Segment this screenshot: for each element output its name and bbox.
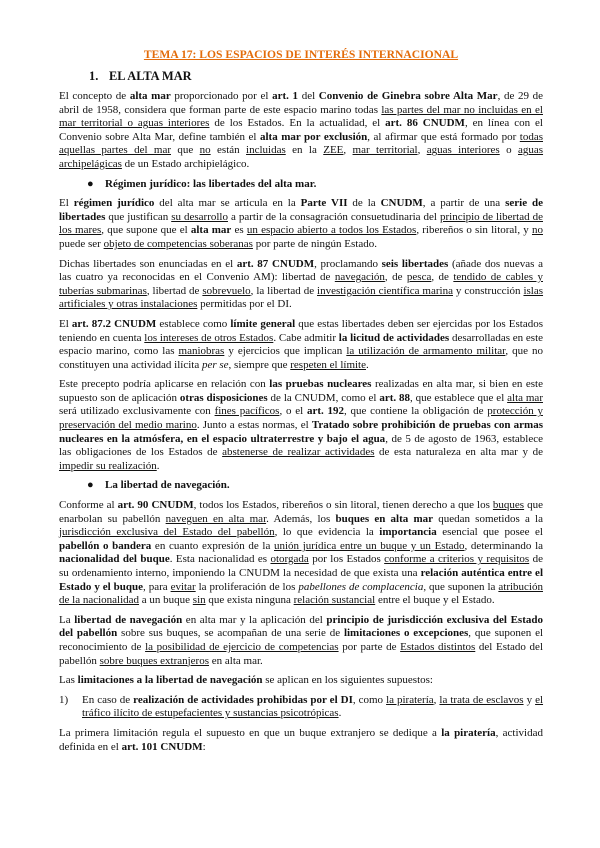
text-run: . Esta nacionalidad es bbox=[169, 553, 271, 566]
text-run: por parte de bbox=[338, 640, 401, 653]
text-run: La bbox=[59, 613, 75, 626]
text-run: El bbox=[59, 317, 72, 330]
underlined-text: la trata de esclavos bbox=[439, 693, 524, 706]
underlined-text: islas artificiales y otras instalaciones bbox=[59, 284, 544, 311]
underlined-text: aguas interiores bbox=[426, 144, 500, 157]
bold-text: art. 101 CNUDM bbox=[121, 740, 203, 753]
section-label: EL ALTA MAR bbox=[109, 69, 192, 83]
underlined-text: los intereses de otros Estados bbox=[144, 331, 274, 344]
text-run: , bbox=[343, 144, 353, 157]
bold-text: CNUDM bbox=[380, 197, 423, 210]
text-run: El concepto de bbox=[59, 90, 130, 102]
bold-text: nacionalidad del buque bbox=[59, 553, 170, 566]
underlined-text: maniobras bbox=[178, 345, 225, 358]
text-run: quedan sometidos a la bbox=[433, 512, 543, 525]
text-run: , ribereños o sin litoral, y bbox=[416, 224, 532, 237]
text-run: de su ordenamiento interno, imponiendo la CNUDM la necesidad de que exista una bbox=[59, 553, 543, 579]
list-item-text bbox=[82, 694, 543, 721]
text-run: entre el buque y el Estado. bbox=[375, 594, 495, 607]
text-run: Dichas libertades son enunciadas en el bbox=[59, 257, 237, 270]
paragraph bbox=[59, 258, 543, 312]
bold-text: principio de jurisdicción exclusiva del Estado del pabellón bbox=[59, 613, 543, 640]
text-run: , como bbox=[352, 693, 387, 706]
underlined-text: objeto de competencias soberanas bbox=[103, 237, 253, 250]
paragraph bbox=[59, 727, 543, 754]
text-run: Conforme al bbox=[59, 499, 118, 512]
bold-text: art. 1 bbox=[272, 90, 299, 102]
bold-text: la licitud de actividades bbox=[338, 331, 450, 344]
text-run: será utilizado exclusivamente con bbox=[59, 405, 215, 418]
underlined-text: mar territorial bbox=[352, 144, 418, 157]
underlined-text: abstenerse de realizar actividades bbox=[222, 446, 375, 459]
text-run: Las bbox=[59, 674, 78, 687]
text-run: de un Estado archipielágico. bbox=[121, 157, 250, 170]
text-run: que estas libertades deben ser ejercidas por los Estados teniendo en cuenta bbox=[59, 317, 544, 344]
bold-text: realización de actividades prohibidas por el DI bbox=[133, 693, 353, 706]
text-run: la proliferación de los bbox=[195, 580, 299, 593]
underlined-text: relación sustancial bbox=[293, 594, 376, 607]
page-title: TEMA 17: LOS ESPACIOS DE INTERÉS INTERNACIONAL bbox=[143, 48, 459, 61]
text-run: por parte de ningún Estado. bbox=[252, 237, 377, 250]
paragraph bbox=[59, 318, 543, 372]
text-run: , determinando la bbox=[464, 539, 544, 552]
text-run: de esta naturaleza en alta mar y de bbox=[374, 446, 544, 459]
underlined-text: atribución de la nacionalidad bbox=[59, 580, 543, 607]
list-item bbox=[59, 694, 543, 721]
text-run: sobre sus buques, se acompañan de una serie de bbox=[117, 627, 344, 640]
text-run: de los Estados. En la actualidad, el bbox=[209, 117, 386, 130]
paragraph bbox=[59, 378, 543, 473]
text-run: , de 5 de agosto de 1963, establece las obligaciones de los Estados de bbox=[59, 432, 543, 459]
text-run: , que contiene la obligación de bbox=[344, 405, 488, 418]
underlined-text: respeten el límite bbox=[290, 358, 366, 371]
text-run: establece como bbox=[156, 317, 231, 330]
text-run: , todos los Estados, ribereños o sin litoral, tienen derecho a que los bbox=[193, 499, 493, 512]
bold-text: art. 88 bbox=[379, 391, 410, 404]
text-run: y ejercicios que implican bbox=[224, 345, 347, 358]
underlined-text: impedir su realización bbox=[59, 459, 157, 472]
text-run: en la bbox=[285, 144, 324, 157]
underlined-text: la utilización de armamento militar bbox=[346, 345, 506, 358]
bullet-icon: ● bbox=[87, 177, 94, 190]
text-run: desarrolladas en este espacio marino, como las bbox=[59, 331, 544, 358]
text-run: a partir de la consagración consuetudinaria del bbox=[227, 210, 440, 223]
text-run: , que suponen la bbox=[423, 580, 499, 593]
text-run: , al afirmar que está formado por bbox=[367, 130, 520, 143]
italic-text: per se bbox=[201, 358, 229, 371]
text-run: están bbox=[210, 144, 247, 157]
text-run: . Además, los bbox=[266, 512, 336, 525]
bullet-heading: ● La libertad de navegación. bbox=[87, 479, 230, 492]
underlined-text: todas aquellas partes del mar bbox=[59, 130, 543, 157]
underlined-text: alta mar bbox=[507, 391, 543, 404]
text-run: , bbox=[417, 144, 427, 157]
underlined-text: principio de libertad de los mares bbox=[59, 210, 543, 237]
bold-text: buques en alta mar bbox=[335, 512, 433, 525]
paragraph bbox=[59, 674, 543, 688]
text-run: , siempre que bbox=[228, 358, 291, 371]
text-run: es bbox=[231, 224, 247, 237]
underlined-text: las partes del mar no incluidas en el mar territorial o aguas interiores bbox=[59, 103, 543, 130]
underlined-text: evitar bbox=[170, 580, 196, 593]
text-run: del alta mar se articula en la bbox=[154, 197, 301, 210]
bullet-heading: ● Régimen jurídico: las libertades del alta mar. bbox=[87, 177, 317, 190]
bold-text: alta mar bbox=[190, 224, 232, 237]
text-run: , que no constituyen una actividad ilícita bbox=[59, 345, 544, 371]
bold-text: alta mar por exclusión bbox=[259, 130, 368, 143]
text-run: y bbox=[523, 693, 536, 706]
underlined-text: un espacio abierto a todos los Estados bbox=[246, 224, 417, 237]
text-run: puede ser bbox=[59, 237, 104, 250]
paragraph bbox=[59, 614, 543, 668]
bold-text: art. 192 bbox=[306, 405, 345, 418]
text-run: se aplican en los siguientes supuestos: bbox=[262, 674, 433, 687]
underlined-text: otorgada bbox=[270, 553, 309, 566]
underlined-text: Estados distintos bbox=[400, 640, 476, 653]
text-run: , de bbox=[384, 271, 407, 284]
text-run: , de 29 de abril de 1958, considera que forman parte de este espacio marino todas bbox=[59, 90, 544, 116]
bold-text: Tratado sobre prohibición de pruebas con armas nucleares en la atmósfera, en el espacio ultraterrestre y bajo el agua bbox=[59, 419, 543, 445]
bold-text: otras disposiciones bbox=[179, 391, 268, 404]
bold-text: limitaciones o excepciones bbox=[343, 627, 469, 640]
italic-text: pabellones de complacencia bbox=[298, 580, 424, 593]
text-run: o bbox=[499, 144, 518, 157]
text-run: El bbox=[59, 197, 74, 210]
underlined-text: ZEE bbox=[323, 144, 344, 157]
text-run: , que establece que el bbox=[410, 391, 508, 404]
text-run: que enarbolan su pabellón bbox=[59, 499, 544, 525]
text-run: y construcción bbox=[452, 284, 524, 297]
text-run: Este precepto podría aplicarse en relación con bbox=[59, 378, 270, 391]
text-run: , bbox=[433, 693, 440, 706]
underlined-text: sobre buques extranjeros bbox=[99, 654, 209, 667]
underlined-text: no bbox=[199, 144, 211, 157]
text-run: . Cabe admitir bbox=[273, 331, 339, 344]
text-run: , de bbox=[431, 271, 454, 284]
text-run: En caso de bbox=[82, 693, 134, 706]
text-run: , en línea con el Convenio sobre Alta Mar, define también el bbox=[59, 117, 543, 143]
underlined-text: aguas archipelágicas bbox=[59, 144, 544, 170]
section-number: 1. bbox=[89, 69, 99, 83]
text-run: , la libertad de bbox=[250, 284, 318, 297]
text-run: , que supone que el bbox=[101, 224, 191, 237]
underlined-text: su desarrollo bbox=[171, 210, 228, 223]
bold-text: alta mar bbox=[129, 90, 171, 102]
underlined-text: incluidas bbox=[246, 144, 286, 157]
bullet-icon: ● bbox=[87, 479, 94, 492]
bold-text: límite general bbox=[230, 317, 296, 330]
bold-text: pabellón o bandera bbox=[59, 539, 152, 552]
bold-text: relación auténtica entre el Estado y el buque bbox=[59, 567, 544, 593]
text-run: permitidas por el DI. bbox=[197, 298, 292, 311]
text-run: , actividad definida en el bbox=[59, 726, 543, 753]
text-run: (añade dos nuevas a las cuatro ya reconocidas en el Convenio AM): libertad de bbox=[59, 257, 543, 284]
text-run: . bbox=[338, 707, 342, 720]
bold-text: Convenio de Ginebra sobre Alta Mar bbox=[318, 90, 498, 102]
underlined-text: navegación bbox=[334, 271, 385, 284]
bold-text: art. 87 CNUDM bbox=[236, 257, 315, 270]
text-run: realizadas en alta mar, si bien en este supuesto son de aplicación bbox=[59, 378, 543, 404]
text-run: , lo que evidencia la bbox=[274, 526, 380, 539]
bold-text: serie de libertades bbox=[59, 197, 544, 223]
underlined-text: buques bbox=[492, 499, 525, 512]
text-run: , libertad de bbox=[146, 284, 203, 297]
text-run: que justifican bbox=[105, 210, 172, 223]
text-run: : bbox=[202, 740, 206, 753]
text-run: . bbox=[366, 358, 369, 371]
underlined-text: protección y preservación del medio marino bbox=[59, 405, 543, 432]
text-run: que exista ninguna bbox=[205, 594, 294, 607]
text-run: del Estado del pabellón bbox=[59, 640, 543, 667]
bold-text: art. 86 CNUDM bbox=[385, 117, 465, 130]
underlined-text: no bbox=[531, 224, 543, 237]
underlined-text: el tráfico ilícito de estupefacientes y sustancias psicotrópicas bbox=[82, 693, 544, 720]
text-run: , a partir de una bbox=[422, 197, 506, 210]
text-run: La primera limitación regula el supuesto en que un buque extranjero se dedique a bbox=[59, 726, 442, 739]
text-run: . Junto a estas normas, el bbox=[196, 419, 312, 432]
underlined-text: naveguen en alta mar bbox=[165, 512, 267, 525]
bold-text: régimen jurídico bbox=[73, 197, 155, 210]
text-run: , que suponen el reconocimiento de bbox=[59, 627, 544, 653]
paragraph bbox=[59, 197, 543, 251]
underlined-text: fines pacíficos bbox=[214, 405, 280, 418]
bold-text: art. 90 CNUDM bbox=[117, 499, 194, 512]
text-run: que bbox=[171, 144, 200, 157]
text-run: esencial que posee el bbox=[436, 526, 543, 539]
bold-text: libertad de navegación bbox=[74, 613, 183, 626]
underlined-text: investigación científica marina bbox=[317, 284, 453, 297]
paragraph bbox=[59, 499, 543, 608]
underlined-text: jurisdicción exclusiva del Estado del pabellón bbox=[59, 526, 275, 539]
text-run: de la CNUDM, como el bbox=[267, 391, 380, 404]
underlined-text: conforme a criterios y requisitos bbox=[384, 553, 530, 566]
paragraph bbox=[59, 90, 543, 172]
text-run: en cuanto expresión de la bbox=[151, 539, 274, 552]
text-run: , para bbox=[143, 580, 171, 593]
underlined-text: la piratería bbox=[386, 693, 434, 706]
bold-text: seis libertades bbox=[381, 257, 449, 270]
text-run: , proclamando bbox=[314, 257, 382, 270]
text-run: en alta mar. bbox=[209, 654, 263, 667]
underlined-text: pesca bbox=[406, 271, 432, 284]
bold-text: la piratería bbox=[441, 726, 496, 739]
text-run: por los Estados bbox=[308, 553, 385, 566]
underlined-text: la posibilidad de ejercicio de competencias bbox=[145, 640, 339, 653]
bold-text: Parte VII bbox=[300, 197, 348, 210]
bold-text: art. 87.2 CNUDM bbox=[71, 317, 157, 330]
text-run: , o el bbox=[279, 405, 307, 418]
text-run: a un buque bbox=[139, 594, 193, 607]
bold-text: las pruebas nucleares bbox=[269, 378, 372, 391]
underlined-text: unión jurídica entre un buque y un Estado bbox=[274, 539, 465, 552]
section-heading bbox=[89, 69, 543, 84]
text-run: en alta mar y la aplicación del bbox=[182, 613, 327, 626]
list-item-number: 1) bbox=[59, 693, 69, 706]
bold-text: limitaciones a la libertad de navegación bbox=[77, 674, 263, 687]
underlined-text: sobrevuelo bbox=[202, 284, 251, 297]
bold-text: importancia bbox=[379, 526, 437, 539]
text-run: proporcionado por el bbox=[170, 90, 273, 102]
text-run: de la bbox=[347, 197, 381, 210]
text-run: del bbox=[298, 90, 319, 102]
underlined-text: tendido de cables y tuberías submarinas bbox=[59, 271, 543, 297]
document-page bbox=[59, 48, 543, 760]
underlined-text: sin bbox=[192, 594, 206, 607]
text-run: . bbox=[156, 459, 160, 472]
